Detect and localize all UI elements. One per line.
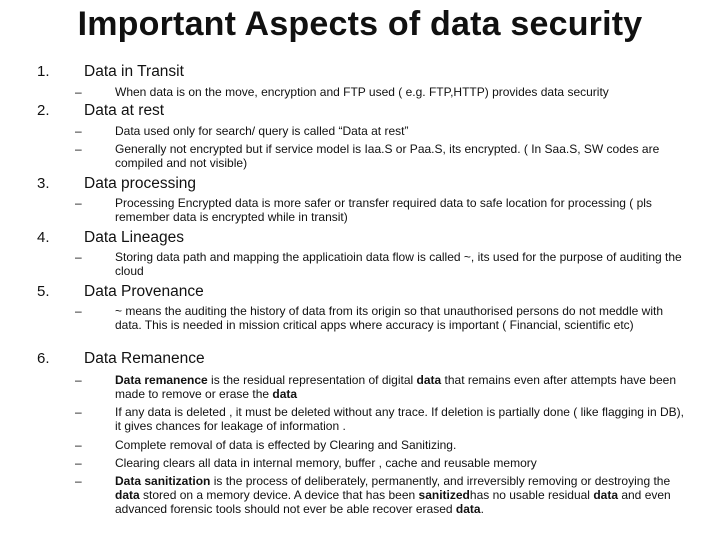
bullet-text: Complete removal of data is effected by Clearing and Sanitizing. bbox=[115, 438, 457, 452]
bullet-dash: – bbox=[75, 304, 82, 318]
bullet-text: Storing data path and mapping the applicatioin data flow is called ~, its used for the purpose of auditing the cloud bbox=[115, 250, 682, 278]
item-heading-data-at-rest: Data at rest bbox=[84, 102, 165, 119]
bullet-dash: – bbox=[75, 142, 82, 156]
bold-term: Data sanitization bbox=[115, 474, 211, 488]
bullet-text: When data is on the move, encryption and FTP used ( e.g. FTP,HTTP) provides data security bbox=[115, 85, 609, 99]
bullet-dash: – bbox=[75, 438, 82, 452]
item-heading-data-in-transit: Data in Transit bbox=[84, 63, 184, 80]
item-number: 6. bbox=[37, 350, 50, 367]
item-heading-data-provenance: Data Provenance bbox=[84, 283, 204, 300]
text-run: is the process of deliberately, permanently, and irreversibly removing or destroying the bbox=[210, 474, 671, 488]
text-run: is the residual representation of digital bbox=[207, 373, 417, 387]
bullet-dash: – bbox=[75, 124, 82, 138]
bullet-text: ~ means the auditing the history of data from its origin so that unauthorised persons do not meddle with data. This is needed in mission critical apps where accuracy is important ( Financial, scientific etc) bbox=[115, 304, 663, 332]
bold-term: data bbox=[115, 488, 140, 502]
bullet-text: If any data is deleted , it must be deleted without any trace. If deletion is partially done ( like flagging in DB), it gives chances for leakage of information . bbox=[115, 405, 684, 433]
item-number: 4. bbox=[37, 229, 50, 246]
bullet-dash: – bbox=[75, 250, 82, 264]
text-run: that remains even after attempts have been made to remove or erase the bbox=[115, 373, 677, 401]
text-run: . bbox=[480, 502, 484, 516]
bold-term: Data remanence bbox=[115, 373, 208, 387]
text-run: stored on a memory device. A device that has been bbox=[139, 488, 419, 502]
bold-term: data bbox=[416, 373, 442, 387]
bullet-dash: – bbox=[75, 456, 82, 470]
bullet-dash: – bbox=[75, 373, 82, 387]
bold-term: sanitized bbox=[418, 488, 470, 502]
bullet-text: Generally not encrypted but if service model is Iaa.S or Paa.S, its encrypted. ( In Saa.S, SW codes are compiled and not visible) bbox=[115, 142, 660, 170]
text-run: has no usable residual bbox=[469, 488, 594, 502]
item-heading-data-lineages: Data Lineages bbox=[84, 229, 184, 246]
bullet-dash: – bbox=[75, 474, 82, 488]
bullet-text: Data used only for search/ query is called “Data at rest” bbox=[115, 124, 409, 138]
bold-term: data bbox=[272, 387, 298, 401]
item-number: 1. bbox=[37, 63, 50, 80]
bold-term: data bbox=[593, 488, 618, 502]
item-number: 5. bbox=[37, 283, 50, 300]
text-run: and even advanced forensic tools should not ever be able recover erased bbox=[115, 488, 671, 516]
item-number: 3. bbox=[37, 175, 50, 192]
bullet-text-rich bbox=[115, 474, 685, 516]
bullet-dash: – bbox=[75, 196, 82, 210]
slide-title: Important Aspects of data security bbox=[77, 5, 643, 43]
bold-term: data bbox=[455, 502, 481, 516]
bullet-dash: – bbox=[75, 405, 82, 419]
bullet-text-rich bbox=[115, 373, 685, 401]
item-heading-data-processing: Data processing bbox=[84, 175, 197, 192]
item-heading-data-remanence: Data Remanence bbox=[84, 350, 205, 367]
bullet-text: Processing Encrypted data is more safer or transfer required data to safe location for processing ( pls remember data is encrypted while in transit) bbox=[115, 196, 652, 224]
bullet-text: Clearing clears all data in internal memory, buffer , cache and reusable memory bbox=[115, 456, 537, 470]
bullet-dash: – bbox=[75, 85, 82, 99]
item-number: 2. bbox=[37, 102, 50, 119]
